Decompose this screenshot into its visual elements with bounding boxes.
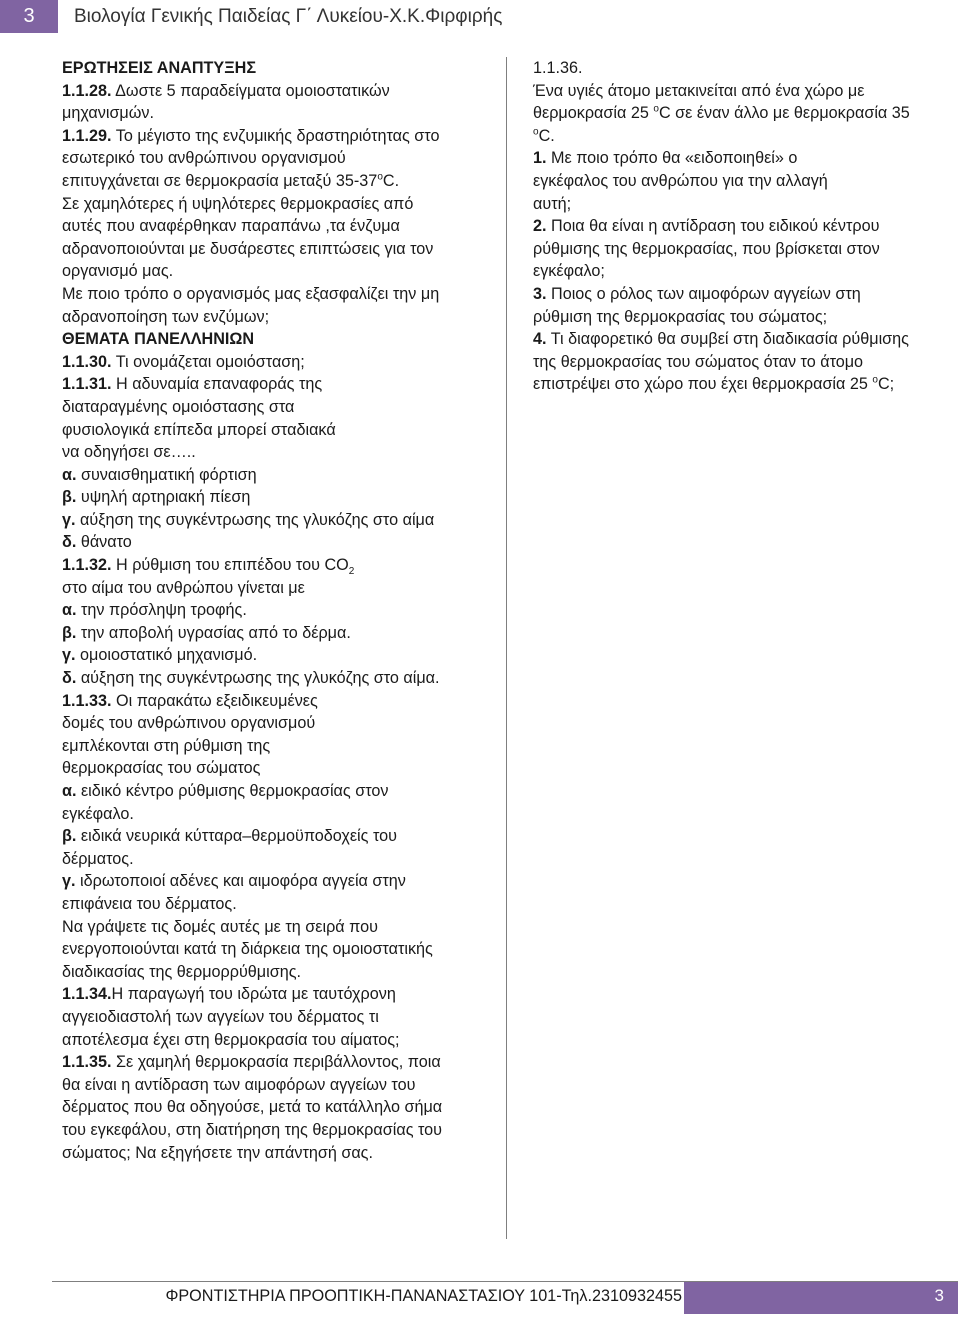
question-number: 1.1.30. bbox=[62, 352, 112, 371]
option-text: την πρόσληψη τροφής. bbox=[76, 601, 247, 620]
question-text: Τι ονομάζεται ομοιόσταση; bbox=[111, 352, 305, 371]
text-part: C. bbox=[538, 126, 555, 145]
sub-question-text: εγκέφαλο; bbox=[533, 262, 605, 281]
question-text: διαταραγμένης ομοιόστασης στα bbox=[62, 397, 295, 416]
question-number: 1.1.34. bbox=[62, 985, 112, 1004]
option-text: ομοιοστατικό μηχανισμό. bbox=[75, 646, 258, 665]
question-number: 1.1.31. bbox=[62, 375, 112, 394]
question-text bbox=[533, 102, 953, 125]
option-text: επιφάνεια του δέρματος. bbox=[62, 894, 237, 913]
sub-question-number: 2. bbox=[533, 217, 547, 236]
answer-option bbox=[62, 780, 482, 803]
question-text: μηχανισμών. bbox=[62, 104, 154, 123]
question-text: Σε χαμηλή θερμοκρασία περιβάλλοντος, ποια bbox=[111, 1053, 441, 1072]
option-label: β. bbox=[62, 488, 77, 507]
option-label: γ. bbox=[62, 510, 76, 529]
option-label: γ. bbox=[62, 646, 76, 665]
exams-title: ΘΕΜΑΤΑ ΠΑΝΕΛΛΗΝΙΩΝ bbox=[62, 330, 255, 349]
question-text: Η αδυναμία επαναφοράς της bbox=[111, 375, 323, 394]
question-text: Το μέγιστο της ενζυμικής δραστηριότητας στο bbox=[111, 126, 440, 145]
option-label: α. bbox=[62, 601, 77, 620]
question-text: αδρανοποιούνται με δυσάρεστες επιπτώσεις για τον bbox=[62, 239, 434, 258]
sub-question bbox=[533, 283, 953, 306]
text-part: C; bbox=[877, 375, 895, 394]
sub-question bbox=[533, 147, 953, 170]
question-text: Να γράψετε τις δομές αυτές με τη σειρά που bbox=[62, 917, 378, 936]
question-1-1-30 bbox=[62, 351, 482, 374]
text-part: επιτυγχάνεται σε θερμοκρασία μεταξύ 35-37 bbox=[62, 171, 378, 190]
option-label: δ. bbox=[62, 669, 77, 688]
question-text: διαδικασίας της θερμορρύθμισης. bbox=[62, 962, 302, 981]
option-text: συναισθηματική φόρτιση bbox=[76, 465, 257, 484]
question-number: 1.1.33. bbox=[62, 691, 112, 710]
question-text: Ένα υγιές άτομο μετακινείται από ένα χώρο με bbox=[533, 81, 865, 100]
question-text: στο αίμα του ανθρώπου γίνεται με bbox=[62, 578, 305, 597]
question-text: δομές του ανθρώπινου οργανισμού bbox=[62, 714, 316, 733]
question-text: αδρανοποίηση των ενζύμων; bbox=[62, 307, 270, 326]
question-text: οργανισμό μας. bbox=[62, 262, 174, 281]
question-1-1-31 bbox=[62, 373, 482, 396]
question-text: θερμοκρασίας του σώματος bbox=[62, 759, 261, 778]
answer-option bbox=[62, 531, 482, 554]
option-label: γ. bbox=[62, 872, 76, 891]
answer-option bbox=[62, 622, 482, 645]
question-text: αποτέλεσμα έχει στη θερμοκρασία του αίματος; bbox=[62, 1030, 400, 1049]
sub-question-text: εγκέφαλος του ανθρώπου για την αλλαγή bbox=[533, 171, 828, 190]
sub-question-text: αυτή; bbox=[533, 194, 572, 213]
question-1-1-33 bbox=[62, 690, 482, 713]
sub-question-text bbox=[533, 373, 953, 396]
footer-text: ΦΡΟΝΤΙΣΤΗΡΙΑ ΠΡΟΟΠΤΙΚΗ-ΠΑΝΑΝΑΣΤΑΣΙΟΥ 101-Τηλ.2310932455 bbox=[165, 1287, 682, 1305]
sub-question-text: ρύθμιση της θερμοκρασίας του σώματος; bbox=[533, 307, 828, 326]
option-text: θάνατο bbox=[76, 533, 132, 552]
option-text: αύξηση της συγκέντρωσης της γλυκόζης στο αίμα. bbox=[76, 669, 440, 688]
degree-sup: ο bbox=[653, 103, 659, 115]
left-column bbox=[62, 57, 482, 1164]
question-text: ενεργοποιούνται κατά τη διάρκεια της ομοιοστατικής bbox=[62, 940, 433, 959]
question-text: σώματος; Να εξηγήσετε την απάντησή σας. bbox=[62, 1143, 373, 1162]
option-text: ειδικά νευρικά κύτταρα–θερμοϋποδοχείς του bbox=[76, 827, 397, 846]
text-part: θερμοκρασία 25 bbox=[533, 104, 654, 123]
sub-question-text: Με ποιο τρόπο θα «ειδοποιηθεί» ο bbox=[546, 149, 798, 168]
option-text: την αποβολή υγρασίας από το δέρμα. bbox=[76, 623, 351, 642]
question-1-1-29 bbox=[62, 125, 482, 148]
question-text: Οι παρακάτω εξειδικευμένες bbox=[111, 691, 318, 710]
question-text: Η ρύθμιση του επιπέδου του CO bbox=[111, 556, 349, 575]
header-title: Βιολογία Γενικής Παιδείας Γ΄ Λυκείου-Χ.Κ.Φιρφιρής bbox=[74, 6, 503, 27]
sub-question-number: 3. bbox=[533, 284, 547, 303]
option-text: αύξηση της συγκέντρωσης της γλυκόζης στο αίμα bbox=[75, 510, 435, 529]
answer-option bbox=[62, 464, 482, 487]
question-number: 1.1.32. bbox=[62, 556, 112, 575]
question-1-1-28 bbox=[62, 80, 482, 103]
option-label: δ. bbox=[62, 533, 77, 552]
sub-question-number: 1. bbox=[533, 149, 547, 168]
page-header bbox=[0, 0, 960, 33]
answer-option bbox=[62, 644, 482, 667]
option-text: ειδικό κέντρο ρύθμισης θερμοκρασίας στον bbox=[76, 782, 389, 800]
question-1-1-35 bbox=[62, 1051, 482, 1074]
option-label: β. bbox=[62, 623, 77, 642]
degree-sup: ο bbox=[533, 126, 539, 138]
question-number: 1.1.29. bbox=[62, 126, 112, 145]
question-text: του εγκεφάλου, στη διατήρηση της θερμοκρασίας του bbox=[62, 1120, 443, 1139]
section-title: ΕΡΩΤΗΣΕΙΣ ΑΝΑΠΤΥΞΗΣ bbox=[62, 59, 257, 77]
question-1-1-34 bbox=[62, 983, 482, 1006]
option-text: εγκέφαλο. bbox=[62, 804, 134, 823]
question-text: Δωστε 5 παραδείγματα ομοιοστατικών bbox=[111, 81, 390, 100]
question-text: δέρματος που θα οδηγούσε, μετά το κατάλληλο σήμα bbox=[62, 1098, 443, 1117]
degree-sup: ο bbox=[377, 171, 383, 183]
sub-question-text: Ποιος ο ρόλος των αιμοφόρων αγγείων στη bbox=[546, 284, 861, 303]
sub-question-text: Ποια θα είναι η αντίδραση του ειδικού κέντρου bbox=[546, 217, 880, 236]
option-text: υψηλή αρτηριακή πίεση bbox=[76, 488, 251, 507]
option-label: β. bbox=[62, 827, 77, 846]
answer-option bbox=[62, 667, 482, 690]
question-text bbox=[62, 170, 482, 193]
option-text: δέρματος. bbox=[62, 849, 134, 868]
sub-question-text: ρύθμισης της θερμοκρασίας, που βρίσκεται στον bbox=[533, 239, 880, 258]
question-text: Με ποιο τρόπο ο οργανισμός μας εξασφαλίζει την μη bbox=[62, 284, 440, 303]
question-text: Σε χαμηλότερες ή υψηλότερες θερμοκρασίες από bbox=[62, 194, 414, 213]
question-1-1-32 bbox=[62, 554, 482, 577]
sub-question bbox=[533, 328, 953, 351]
question-text: φυσιολογικά επίπεδα μπορεί σταδιακά bbox=[62, 420, 336, 439]
question-text: αυτές που αναφέρθηκαν παραπάνω ,τα ένζυμα bbox=[62, 217, 400, 236]
answer-option bbox=[62, 509, 482, 532]
question-text bbox=[533, 125, 953, 148]
text-part: επιστρέψει στο χώρο που έχει θερμοκρασία 25 bbox=[533, 375, 873, 394]
column-divider bbox=[506, 57, 507, 1239]
answer-option bbox=[62, 599, 482, 622]
question-number: 1.1.28. bbox=[62, 81, 112, 100]
question-text: αγγειοδιαστολή των αγγείων του δέρματος τι bbox=[62, 1007, 379, 1026]
degree-sup: ο bbox=[872, 374, 878, 386]
sub-question bbox=[533, 215, 953, 238]
subscript: 2 bbox=[348, 566, 355, 578]
answer-option bbox=[62, 486, 482, 509]
question-text: Η παραγωγή του ιδρώτα με ταυτόχρονη bbox=[111, 985, 396, 1004]
text-part: C σε έναν άλλο με θερμοκρασία 35 bbox=[658, 104, 910, 123]
question-text: θα είναι η αντίδραση των αιμοφόρων αγγείων του bbox=[62, 1075, 416, 1094]
option-text: ιδρωτοποιοί αδένες και αιμοφόρα αγγεία στην bbox=[75, 872, 406, 891]
sub-question-text: της θερμοκρασίας του σώματος όταν το άτομο bbox=[533, 352, 864, 371]
answer-option bbox=[62, 870, 482, 893]
question-1-1-36-number: 1.1.36. bbox=[533, 59, 583, 77]
question-number: 1.1.35. bbox=[62, 1053, 112, 1072]
sub-question-number: 4. bbox=[533, 330, 547, 349]
question-text: εμπλέκονται στη ρύθμιση της bbox=[62, 736, 271, 755]
text-part: C. bbox=[382, 171, 400, 190]
footer-page-number: 3 bbox=[684, 1282, 958, 1314]
sub-question-text: Τι διαφορετικό θα συμβεί στη διαδικασία ρύθμισης bbox=[546, 330, 909, 349]
answer-option bbox=[62, 825, 482, 848]
option-label: α. bbox=[62, 782, 77, 800]
option-label: α. bbox=[62, 465, 77, 484]
right-column bbox=[533, 57, 953, 396]
question-text: εσωτερικό του ανθρώπινου οργανισμού bbox=[62, 149, 346, 168]
header-page-number: 3 bbox=[0, 0, 58, 33]
question-text: να οδηγήσει σε….. bbox=[62, 443, 196, 462]
